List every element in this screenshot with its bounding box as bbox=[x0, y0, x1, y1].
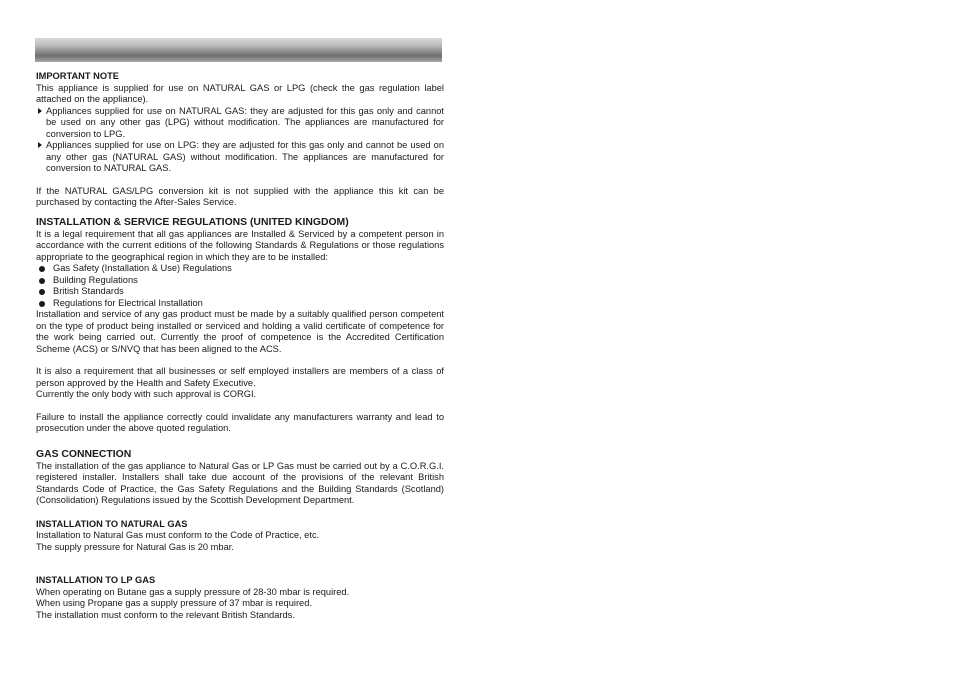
regulations-list bbox=[36, 263, 444, 309]
bullet-icon bbox=[39, 301, 45, 307]
list-item: British Standards bbox=[36, 286, 444, 298]
bullet-icon bbox=[39, 266, 45, 272]
competence-paragraph: Installation and service of any gas product must be made by a suitably qualified person competent on the type of product being installed or serviced and holding a valid certificate of competence for the work being carried out. Currently the proof of competence is the Accredited Certification Scheme (ACS) or S/NVQ that has been aligned to the ACS. bbox=[36, 309, 444, 354]
conversion-kit-note: If the NATURAL GAS/LPG conversion kit is not supplied with the appliance this kit can be purchased by contacting the After-Sales Service. bbox=[36, 185, 444, 207]
corgi-line: Currently the only body with such approval is CORGI. bbox=[36, 389, 257, 399]
list-item: Building Regulations bbox=[36, 275, 444, 287]
natural-gas-line: Installation to Natural Gas must conform to the Code of Practice, etc. bbox=[36, 530, 320, 540]
list-item: Gas Safety (Installation & Use) Regulations bbox=[36, 263, 444, 275]
lp-gas-line: When operating on Butane gas a supply pressure of 28-30 mbar is required. bbox=[36, 586, 350, 597]
list-item: Appliances supplied for use on LPG: they are adjusted for this gas only and cannot be used on any other gas (NATURAL GAS) without modification. The appliances are manufactured for conversion to NATURAL GAS. bbox=[36, 140, 444, 175]
bullet-icon bbox=[39, 289, 45, 295]
list-item: Regulations for Electrical Installation bbox=[36, 298, 444, 310]
gas-connection-text: The installation of the gas appliance to Natural Gas or LP Gas must be carried out by a C.O.R.G.I. registered installer. Installers shall take due account of the provisions of the relevant British Standards Code of Practice, the Gas Safety Regulations and the Building Standards (Scotland)(Consolidation) Regulations issued by the Scottish Development Department. bbox=[36, 460, 444, 505]
lp-gas-heading: INSTALLATION TO LP GAS bbox=[36, 575, 156, 585]
arrow-bullet-icon bbox=[38, 142, 42, 148]
important-note-heading: IMPORTANT NOTE bbox=[36, 71, 119, 81]
regulations-heading: INSTALLATION & SERVICE REGULATIONS (UNITED KINGDOM) bbox=[36, 216, 349, 228]
regulations-intro: It is a legal requirement that all gas appliances are Installed & Serviced by a competent person in accordance with the current editions of the following Standards & Regulations or those regulations appropriate to the geographical region in which they are to be installed: bbox=[36, 228, 444, 262]
natural-gas-heading: INSTALLATION TO NATURAL GAS bbox=[36, 518, 188, 529]
document-column bbox=[36, 71, 444, 621]
lp-gas-line: The installation must conform to the relevant British Standards. bbox=[36, 609, 295, 620]
bullet-icon bbox=[39, 278, 45, 284]
warranty-paragraph: Failure to install the appliance correctly could invalidate any manufacturers warranty and lead to prosecution under the above quoted regulation. bbox=[36, 411, 444, 433]
hse-paragraph: It is also a requirement that all businesses or self employed installers are members of a class of person approved by the Health and Safety Executive. bbox=[36, 366, 444, 388]
section-header-bar bbox=[35, 38, 442, 62]
lp-gas-line: When using Propane gas a supply pressure of 37 mbar is required. bbox=[36, 598, 312, 608]
list-item: Appliances supplied for use on NATURAL GAS: they are adjusted for this gas only and cannot be used on any other gas (LPG) without modification. The appliances are manufactured for conversion to LPG. bbox=[36, 106, 444, 141]
arrow-bullet-icon bbox=[38, 108, 42, 114]
important-note-intro: This appliance is supplied for use on NATURAL GAS or LPG (check the gas regulation label attached on the appliance). bbox=[36, 82, 444, 104]
gas-connection-heading: GAS CONNECTION bbox=[36, 448, 132, 460]
natural-gas-line: The supply pressure for Natural Gas is 20 mbar. bbox=[36, 541, 234, 552]
